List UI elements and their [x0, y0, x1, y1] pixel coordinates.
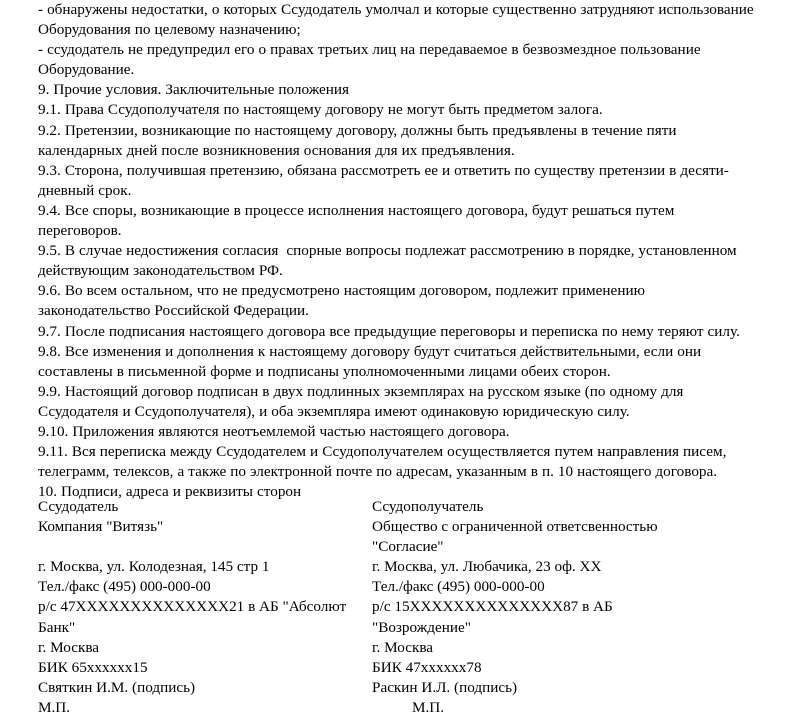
borrower-account-line-1: р/с 15XXXXXXXXXXXXXX87 в АБ [372, 598, 613, 616]
clause-9-5: 9.5. В случае недостижения согласия спорные вопросы подлежат рассмотрению в порядке, установленном действующим законодательством РФ. [38, 242, 741, 280]
section-heading-10: 10. Подписи, адреса и реквизиты сторон [38, 483, 302, 501]
lender-account-line-2: Банк" [38, 618, 76, 636]
clause-9-2: 9.2. Претензии, возникающие по настоящему договору, должны быть предъявлены в течение пяти календарных дней после возникновения основания для их предъявления. [38, 121, 681, 159]
lender-address: г. Москва, ул. Колодезная, 145 стр 1 [38, 558, 270, 576]
lender-seal: М.П. [38, 698, 71, 716]
borrower-organization-line-1: Общество с ограниченной ответсвенностью [372, 518, 658, 536]
lender-bik: БИК 65xxxxxx15 [38, 658, 148, 676]
borrower-signer: Раскин И.Л. (подпись) [372, 678, 518, 696]
clause-9-8: 9.8. Все изменения и дополнения к настоящему договору будут считаться действительными, если они составлены в письменной форме и подписаны уполномоченными лицами обеих сторон. [38, 342, 706, 380]
clause-9-9: 9.9. Настоящий договор подписан в двух подлинных экземплярах на русском языке (по одному для Ссудодателя и Ссудополучателя), и оба экземпляра имеют одинаковую юридическую силу. [38, 382, 688, 420]
clause-9-1: 9.1. Права Ссудополучателя по настоящему договору не могут быть предметом залога. [38, 101, 603, 119]
lender-bank-city: г. Москва [38, 638, 100, 656]
clause-9-3: 9.3. Сторона, получившая претензию, обязана рассмотреть ее и ответить по существу претензии в десяти-дневный срок. [38, 161, 729, 199]
lender-organization: Компания "Витязь" [38, 518, 164, 536]
lender-spacer [38, 537, 368, 557]
paragraph-third-party-rights: - ссудодатель не предупредил его о правах третьих лиц на передаваемое в безвозмездное пользование Оборудование. [38, 41, 705, 79]
signature-column-lender [38, 497, 368, 718]
clause-9-4: 9.4. Все споры, возникающие в процессе исполнения настоящего договора, будут решаться путем переговоров. [38, 201, 679, 240]
clause-9-7: 9.7. После подписания настоящего договора все предыдущие переговоры и переписка по нему теряют силу. [38, 322, 740, 340]
borrower-bank-city: г. Москва [372, 638, 434, 656]
lender-account-line-1: р/с 47XXXXXXXXXXXXXX21 в АБ "Абсолют [38, 598, 347, 616]
clause-9-6: 9.6. Во всем остальном, что не предусмотрено настоящим договором, подлежит применению законодательство Российской Федерации. [38, 282, 649, 320]
clause-9-11: 9.11. Вся переписка между Ссудодателем и Ссудополучателем осуществляется путем направления писем, телеграмм, телексов, а также по электронной почте по адресам, указанным в п. 10 настоящего договора. [38, 443, 731, 481]
lender-signer: Святкин И.М. (подпись) [38, 678, 196, 696]
borrower-role: Ссудополучатель [372, 498, 484, 515]
section-heading-9: 9. Прочие условия. Заключительные положения [38, 81, 350, 99]
borrower-organization-line-2: "Согласие" [372, 538, 444, 556]
paragraph-defects-concealed: - обнаружены недостатки, о которых Ссудодатель умолчал и которые существенно затрудняют использование Оборудования по целевому назначению; [38, 1, 758, 39]
signature-column-borrower [372, 497, 754, 718]
borrower-account-line-2: "Возрождение" [372, 618, 471, 636]
lender-phone: Тел./факс (495) 000-000-00 [38, 578, 211, 596]
borrower-bik: БИК 47xxxxxx78 [372, 658, 482, 676]
document-body [38, 0, 758, 502]
lender-role: Ссудодатель [38, 498, 119, 515]
clause-9-10: 9.10. Приложения являются неотъемлемой частью настоящего договора. [38, 422, 510, 440]
borrower-seal: М.П. [412, 698, 445, 716]
borrower-address: г. Москва, ул. Любачика, 23 оф. XX [372, 558, 602, 576]
borrower-phone: Тел./факс (495) 000-000-00 [372, 578, 545, 596]
